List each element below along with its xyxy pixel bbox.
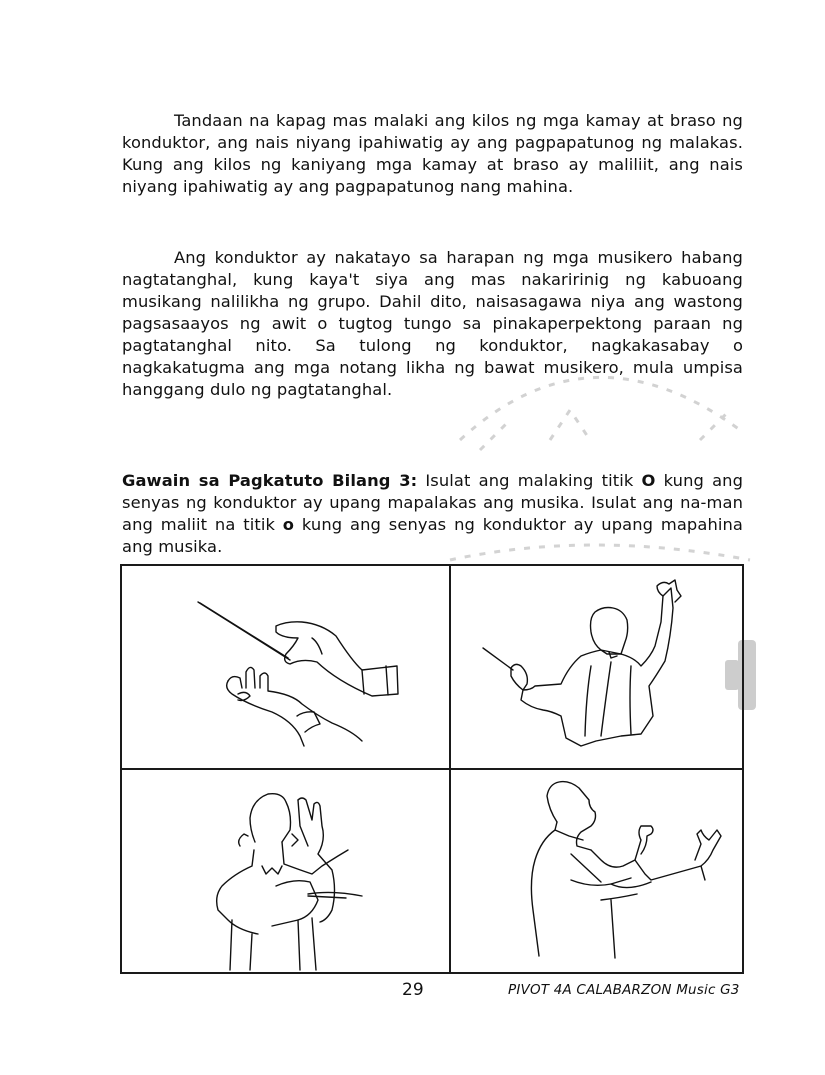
paragraph-1: Tandaan na kapag mas malaki ang kilos ng mga kamay at braso ng konduktor, ang nais niyang ipahiwatig ay ang pagpapatunog ng malakas. Kung ang kilos ng kaniyang mga kamay at braso ay maliliit, ang nais niyang ipahiwatig ay ang pagpapatunog nang mahina. — [122, 111, 743, 197]
activity-text-2: kung ang senyas ng konduktor ay upang mapalakas ang musika. Isulat ang na-man ang maliit na titik — [122, 471, 743, 535]
illustration-conductor-profile — [451, 770, 742, 972]
illustration-conductor-palm — [122, 770, 449, 972]
footer-title: PIVOT 4A CALABARZON Music G3 — [508, 982, 740, 998]
hands-baton-drawing — [122, 566, 449, 768]
illustration-hands-baton — [122, 566, 449, 768]
conductor-profile-drawing — [451, 770, 742, 972]
page-number: 29 — [402, 980, 424, 1000]
illustration-conductor-raised-arm — [451, 566, 742, 768]
big-letter: O — [641, 471, 656, 491]
small-letter: o — [282, 515, 295, 535]
activity-label: Gawain sa Pagkatuto Bilang 3: — [122, 471, 418, 491]
conductor-raised-arm-drawing — [451, 566, 742, 768]
illustration-grid — [120, 564, 744, 974]
activity-text-1: Isulat ang malaking titik — [417, 471, 642, 491]
activity-instructions — [122, 470, 743, 558]
activity-text-3: kung ang senyas ng konduktor ay upang mapahina ang musika. — [122, 515, 743, 557]
conductor-palm-drawing — [122, 770, 449, 972]
paragraph-2: Ang konduktor ay nakatayo sa harapan ng mga musikero habang nagtatanghal, kung kaya't siya ang mas nakaririnig ng kabuoang musikang nalilikha ng grupo. Dahil dito, naisasagawa niya ang wastong pagsasaayos ng awit o tugtog tungo sa pinakaperpektong paraan ng pagtatanghal nito. Sa tulong ng konduktor, nagkakasabay o nagkakatugma ang mga notang likha ng bawat musikero, mula umpisa hanggang dulo ng pagtatanghal. — [122, 248, 743, 400]
